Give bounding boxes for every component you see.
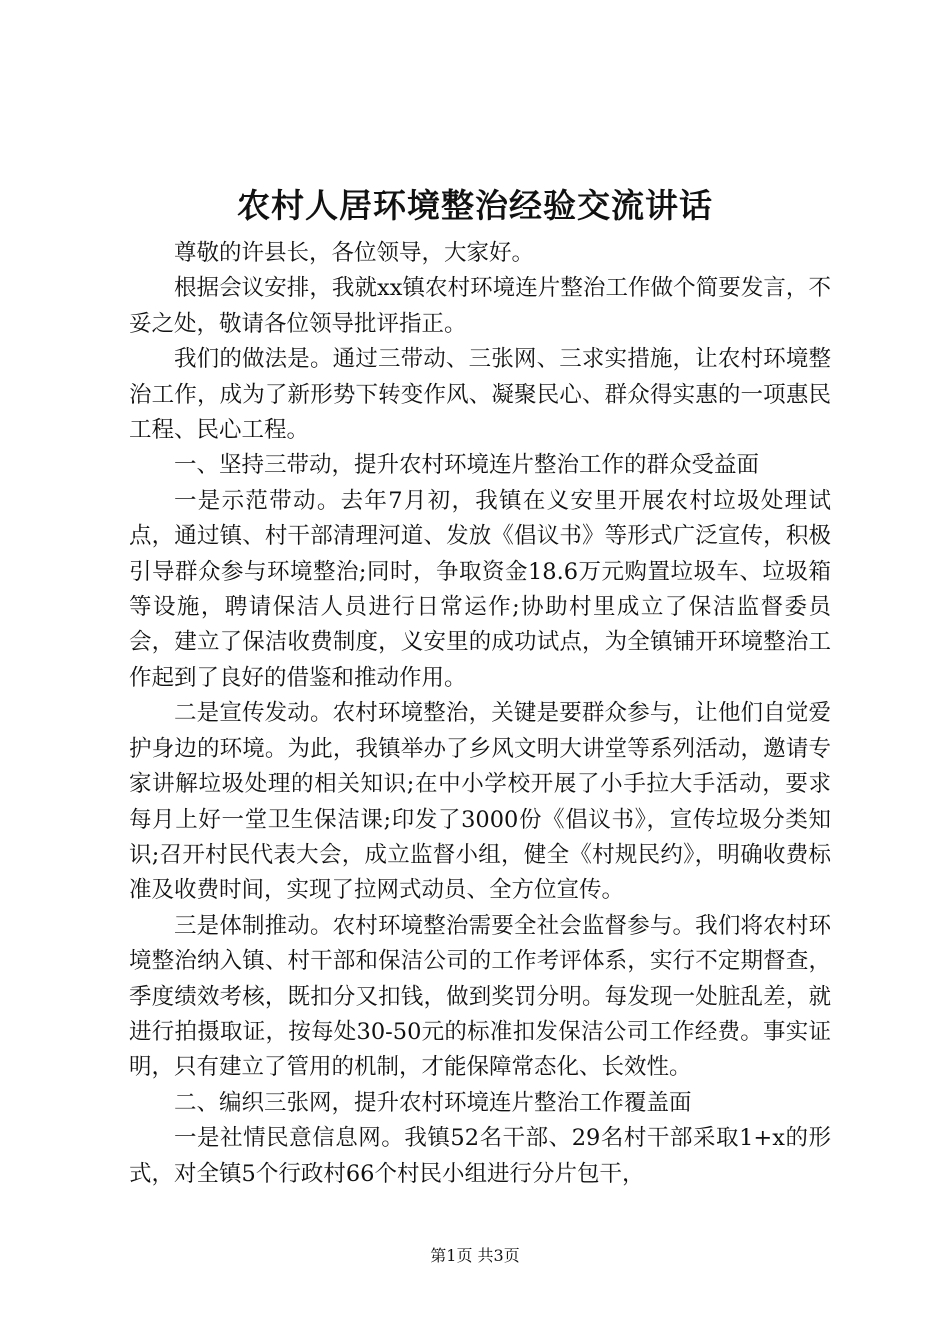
document-title: 农村人居环境整治经验交流讲话 <box>237 186 713 225</box>
section-heading-1: 一、坚持三带动，提升农村环境连片整治工作的群众受益面 <box>174 452 760 479</box>
document-body <box>129 236 831 1192</box>
page-footer: 第1页 共3页 <box>430 1246 520 1265</box>
paragraph-intro: 根据会议安排，我就xx镇农村环境连片整治工作做个简要发言，不妥之处，敬请各位领导批评指正。 <box>129 275 831 337</box>
paragraph-approach: 我们的做法是。通过三带动、三张网、三求实措施，让农村环境整治工作，成为了新形势下转变作风、凝聚民心、群众得实惠的一项惠民工程、民心工程。 <box>129 346 831 444</box>
paragraph-greeting: 尊敬的许县长，各位领导，大家好。 <box>174 240 535 266</box>
paragraph-demonstration: 一是示范带动。去年7月初，我镇在义安里开展农村垃圾处理试点，通过镇、村干部清理河道、发放《倡议书》等形式广泛宣传，积极引导群众参与环境整治;同时，争取资金18.6万元购置垃圾车、垃圾箱等设施，聘请保洁人员进行日常运作;协助村里成立了保洁监督委员会，建立了保洁收费制度，义安里的成功试点，为全镇铺开环境整治工作起到了良好的借鉴和推动作用。 <box>129 487 831 691</box>
paragraph-publicity: 二是宣传发动。农村环境整治，关键是要群众参与，让他们自觉爱护身边的环境。为此，我镇举办了乡风文明大讲堂等系列活动，邀请专家讲解垃圾处理的相关知识;在中小学校开展了小手拉大手活动，要求每月上好一堂卫生保洁课;印发了3000份《倡议书》，宣传垃圾分类知识;召开村民代表大会，成立监督小组，健全《村规民约》，明确收费标准及收费时间，实现了拉网式动员、全方位宣传。 <box>129 700 831 904</box>
paragraph-info-network: 一是社情民意信息网。我镇52名干部、29名村干部采取1+x的形式，对全镇5个行政村66个村民小组进行分片包干， <box>129 1125 831 1187</box>
section-heading-2: 二、编织三张网，提升农村环境连片整治工作覆盖面 <box>174 1089 692 1116</box>
paragraph-mechanism: 三是体制推动。农村环境整治需要全社会监督参与。我们将农村环境整治纳入镇、村干部和保洁公司的工作考评体系，实行不定期督查，季度绩效考核，既扣分又扣钱，做到奖罚分明。每发现一处脏乱差，就进行拍摄取证，按每处30-50元的标准扣发保洁公司工作经费。事实证明，只有建立了管用的机制，才能保障常态化、长效性。 <box>129 912 831 1081</box>
